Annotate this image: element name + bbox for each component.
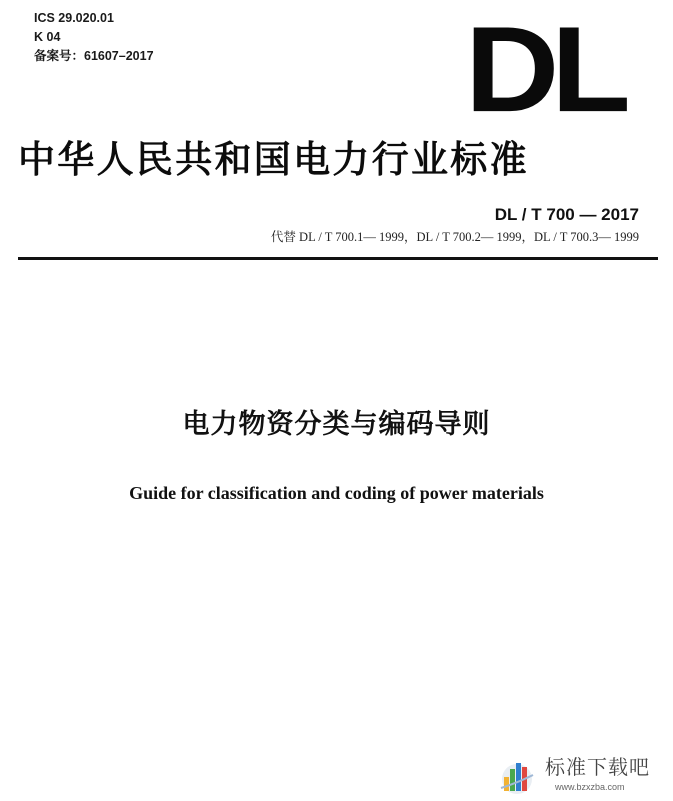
watermark-title: 标准下载吧	[545, 755, 650, 779]
replaces-standards: 代替 DL / T 700.1— 1999，DL / T 700.2— 1999，DL / T 700.3— 1999	[270, 230, 639, 244]
standard-number: DL / T 700 — 2017	[494, 205, 639, 224]
watermark-url: www.bzxzba.com	[555, 782, 625, 792]
dl-logo	[465, 1, 623, 138]
standard-organization-heading: 中华人民共和国电力行业标准	[18, 138, 529, 181]
document-title-english: Guide for classification and coding of power materials	[129, 483, 544, 503]
record-number: 备案号：61607–2017	[34, 49, 154, 63]
dl-logo-text: DL	[465, 1, 623, 138]
document-metadata	[34, 9, 154, 66]
header-divider	[18, 257, 658, 260]
ics-code: ICS 29.020.01	[34, 11, 114, 25]
document-title-chinese: 电力物资分类与编码导则	[182, 409, 491, 440]
category-code: K 04	[34, 30, 61, 44]
bar-chart-logo-icon	[497, 755, 537, 795]
site-watermark	[493, 751, 668, 797]
